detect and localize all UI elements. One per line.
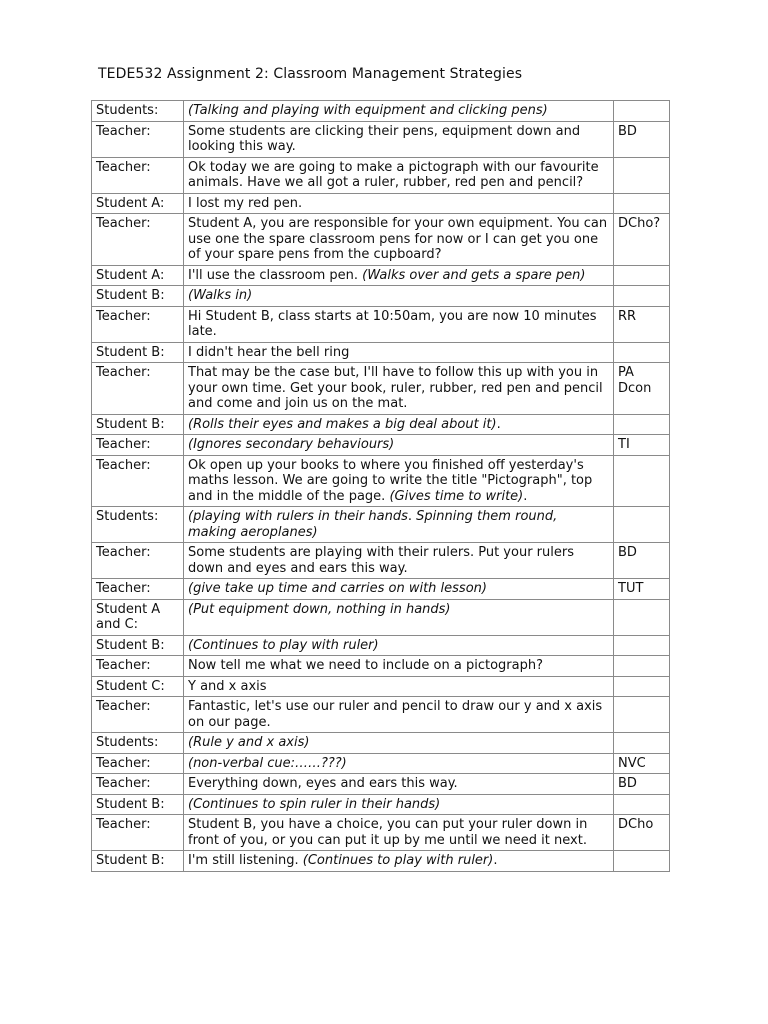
strategy-code-cell xyxy=(614,676,670,697)
spoken-text: . xyxy=(496,416,501,432)
dialogue-cell xyxy=(184,306,614,342)
dialogue-cell xyxy=(184,851,614,872)
spoken-text: Hi Student B, class starts at 10:50am, you are now 10 minutes late. xyxy=(188,308,597,339)
dialogue-cell xyxy=(184,656,614,677)
spoken-text: Some students are playing with their rulers. Put your rulers down and eyes and ears this way. xyxy=(188,545,574,576)
spoken-text: I'm still listening. xyxy=(188,853,303,868)
strategy-code-cell: TI xyxy=(614,435,670,456)
table-row xyxy=(92,543,670,579)
dialogue-cell xyxy=(184,697,614,733)
table-row xyxy=(92,635,670,656)
table-row xyxy=(92,342,670,363)
dialogue-cell xyxy=(184,193,614,214)
table-row xyxy=(92,286,670,307)
stage-direction: (Continues to play with ruler) xyxy=(188,637,379,653)
dialogue-cell xyxy=(184,265,614,286)
stage-direction: (Rolls their eyes and makes a big deal about it) xyxy=(188,416,497,432)
table-row xyxy=(92,193,670,214)
speaker-cell: Student B: xyxy=(92,286,184,307)
speaker-cell: Teacher: xyxy=(92,306,184,342)
strategy-code-cell: BD xyxy=(614,774,670,795)
strategy-code-cell xyxy=(614,697,670,733)
dialogue-cell xyxy=(184,635,614,656)
speaker-cell: Student B: xyxy=(92,414,184,435)
table-row xyxy=(92,599,670,635)
stage-direction: (non-verbal cue:……???) xyxy=(188,755,347,771)
stage-direction: (Continues to spin ruler in their hands) xyxy=(188,796,441,812)
spoken-text: I lost my red pen. xyxy=(188,195,303,211)
strategy-code-cell xyxy=(614,157,670,193)
dialogue-cell xyxy=(184,101,614,122)
speaker-cell: Teacher: xyxy=(92,121,184,157)
strategy-code-cell xyxy=(614,656,670,677)
stage-direction: (Continues to play with ruler) xyxy=(302,853,494,868)
dialogue-cell xyxy=(184,363,614,415)
spoken-text: That may be the case but, I'll have to follow this up with you in your own time. Get your book, ruler, rubber, red pen and pencil and come and join us on the mat. xyxy=(188,365,603,411)
speaker-cell: Student C: xyxy=(92,676,184,697)
table-row xyxy=(92,815,670,851)
strategy-code-cell: DCho xyxy=(614,815,670,851)
speaker-cell: Teacher: xyxy=(92,543,184,579)
dialogue-cell xyxy=(184,435,614,456)
table-row xyxy=(92,794,670,815)
dialogue-rows xyxy=(92,101,670,872)
speaker-cell: Teacher: xyxy=(92,435,184,456)
strategy-code-cell xyxy=(614,507,670,543)
table-row xyxy=(92,265,670,286)
table-row xyxy=(92,753,670,774)
table-row xyxy=(92,507,670,543)
spoken-text: I'll use the classroom pen. xyxy=(188,267,363,283)
spoken-text: Now tell me what we need to include on a pictograph? xyxy=(188,658,543,673)
speaker-cell: Student A: xyxy=(92,265,184,286)
strategy-code-cell: PA Dcon xyxy=(614,363,670,415)
speaker-cell: Student A and C: xyxy=(92,599,184,635)
speaker-cell: Teacher: xyxy=(92,774,184,795)
speaker-cell: Teacher: xyxy=(92,363,184,415)
speaker-cell: Student A: xyxy=(92,193,184,214)
strategy-code-cell xyxy=(614,733,670,754)
speaker-cell: Students: xyxy=(92,507,184,543)
speaker-cell: Student B: xyxy=(92,342,184,363)
table-row xyxy=(92,121,670,157)
strategy-code-cell xyxy=(614,265,670,286)
table-row xyxy=(92,455,670,507)
spoken-text: Ok open up your books to where you finished off yesterday's maths lesson. We are going to write the title "Pictograph", top and in the middle of the page. xyxy=(188,457,593,504)
stage-direction: (Talking and playing with equipment and clicking pens) xyxy=(188,103,548,118)
strategy-code-cell: NVC xyxy=(614,753,670,774)
strategy-code-cell xyxy=(614,455,670,507)
stage-direction: Spinning them round, making aeroplanes) xyxy=(188,509,558,540)
dialogue-cell xyxy=(184,543,614,579)
strategy-code-cell xyxy=(614,635,670,656)
dialogue-cell xyxy=(184,455,614,507)
dialogue-cell xyxy=(184,733,614,754)
strategy-code-cell xyxy=(614,286,670,307)
strategy-code-cell xyxy=(614,599,670,635)
spoken-text: . xyxy=(407,509,417,524)
table-row xyxy=(92,306,670,342)
stage-direction: (playing with rulers in their hands xyxy=(188,509,408,524)
stage-direction: (Walks in) xyxy=(188,288,253,303)
table-row xyxy=(92,697,670,733)
table-row xyxy=(92,579,670,600)
spoken-text: . xyxy=(523,488,528,504)
table-row xyxy=(92,851,670,872)
dialogue-cell xyxy=(184,414,614,435)
stage-direction: (Ignores secondary behaviours) xyxy=(188,437,395,452)
dialogue-cell xyxy=(184,794,614,815)
strategy-code-cell: TUT xyxy=(614,579,670,600)
dialogue-cell xyxy=(184,157,614,193)
dialogue-cell xyxy=(184,815,614,851)
speaker-cell: Teacher: xyxy=(92,753,184,774)
speaker-cell: Teacher: xyxy=(92,656,184,677)
table-row xyxy=(92,774,670,795)
spoken-text: Y and x axis xyxy=(188,678,267,694)
dialogue-cell xyxy=(184,579,614,600)
speaker-cell: Student B: xyxy=(92,794,184,815)
speaker-cell: Teacher: xyxy=(92,157,184,193)
table-row xyxy=(92,414,670,435)
dialogue-cell xyxy=(184,121,614,157)
spoken-text: Student A, you are responsible for your own equipment. You can use one the spare classroom pens for now or I can get you one of your spare pens from the cupboard? xyxy=(188,216,608,262)
document-title: TEDE532 Assignment 2: Classroom Management Strategies xyxy=(98,66,523,82)
spoken-text: Everything down, eyes and ears this way. xyxy=(188,776,458,791)
spoken-text: Some students are clicking their pens, equipment down and looking this way. xyxy=(188,123,581,154)
dialogue-cell xyxy=(184,676,614,697)
strategy-code-cell xyxy=(614,342,670,363)
table-row xyxy=(92,656,670,677)
table-row xyxy=(92,435,670,456)
speaker-cell: Teacher: xyxy=(92,455,184,507)
speaker-cell: Students: xyxy=(92,733,184,754)
strategy-code-cell xyxy=(614,794,670,815)
dialogue-cell xyxy=(184,599,614,635)
speaker-cell: Teacher: xyxy=(92,697,184,733)
speaker-cell: Teacher: xyxy=(92,214,184,266)
dialogue-cell xyxy=(184,753,614,774)
strategy-code-cell xyxy=(614,193,670,214)
dialogue-table xyxy=(91,100,670,872)
spoken-text: . xyxy=(493,853,498,868)
table-row xyxy=(92,101,670,122)
stage-direction: (Walks over and gets a spare pen) xyxy=(362,267,586,283)
table-row xyxy=(92,363,670,415)
strategy-code-cell: RR xyxy=(614,306,670,342)
strategy-code-cell xyxy=(614,414,670,435)
strategy-code-cell xyxy=(614,851,670,872)
speaker-cell: Teacher: xyxy=(92,815,184,851)
dialogue-cell xyxy=(184,342,614,363)
speaker-cell: Students: xyxy=(92,101,184,122)
dialogue-cell xyxy=(184,286,614,307)
spoken-text: Student B, you have a choice, you can put your ruler down in front of you, or you can put it up by me until we need it next. xyxy=(188,817,588,848)
strategy-code-cell xyxy=(614,101,670,122)
table-row xyxy=(92,676,670,697)
table-row xyxy=(92,214,670,266)
stage-direction: (Gives time to write) xyxy=(389,488,524,504)
speaker-cell: Teacher: xyxy=(92,579,184,600)
stage-direction: (give take up time and carries on with lesson) xyxy=(188,581,487,596)
strategy-code-cell: BD xyxy=(614,543,670,579)
table-row xyxy=(92,157,670,193)
speaker-cell: Student B: xyxy=(92,635,184,656)
dialogue-cell xyxy=(184,774,614,795)
strategy-code-cell: BD xyxy=(614,121,670,157)
spoken-text: Ok today we are going to make a pictograph with our favourite animals. Have we all got a ruler, rubber, red pen and pencil? xyxy=(188,159,599,190)
stage-direction: (Rule y and x axis) xyxy=(188,735,310,750)
stage-direction: (Put equipment down, nothing in hands) xyxy=(188,601,451,617)
dialogue-cell xyxy=(184,507,614,543)
table-row xyxy=(92,733,670,754)
spoken-text: I didn't hear the bell ring xyxy=(188,344,350,360)
speaker-cell: Student B: xyxy=(92,851,184,872)
strategy-code-cell: DCho? xyxy=(614,214,670,266)
spoken-text: Fantastic, let's use our ruler and pencil to draw our y and x axis on our page. xyxy=(188,699,603,730)
dialogue-cell xyxy=(184,214,614,266)
